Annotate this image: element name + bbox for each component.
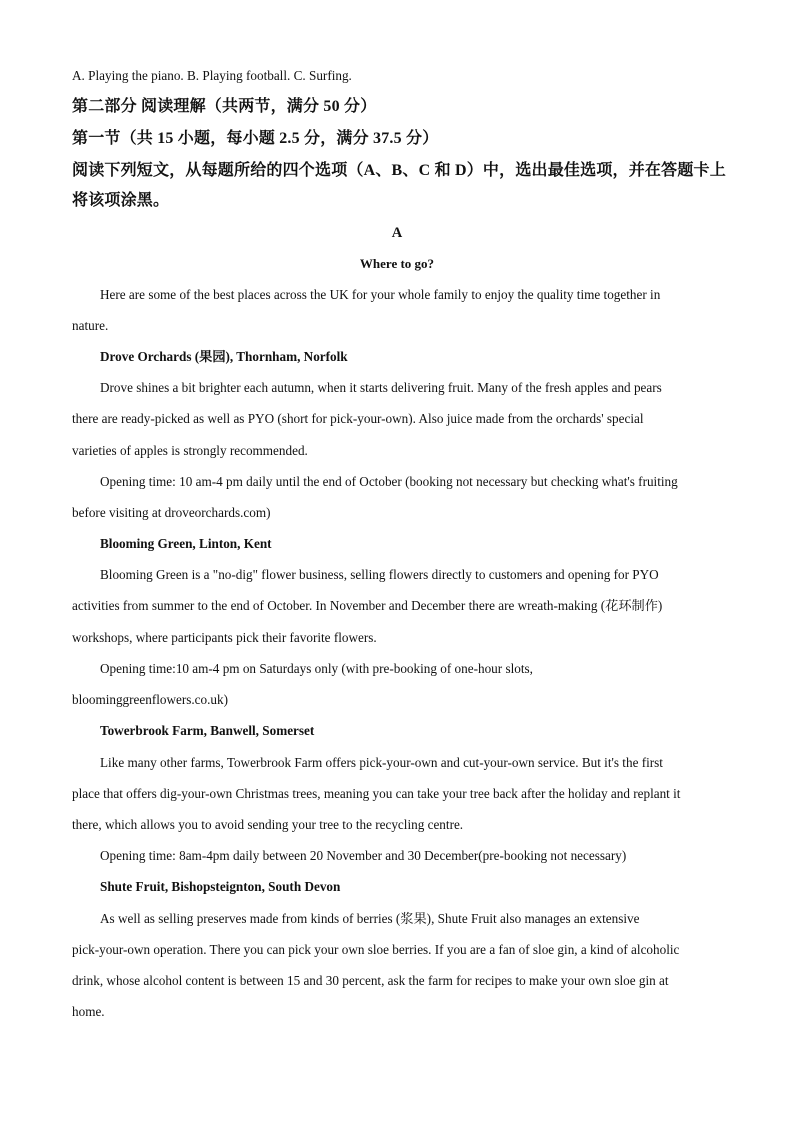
intro-line-1: Here are some of the best places across the UK for your whole family to enjoy the quality time together in [100,287,661,302]
place-heading-blooming-green: Blooming Green, Linton, Kent [100,536,272,551]
instruction-line-1: 阅读下列短文，从每题所给的四个选项（A、B、C 和 D）中，选出最佳选项，并在答题卡上 [72,162,726,179]
place-desc-line: home. [72,1004,105,1019]
place-desc-line: As well as selling preserves made from kinds of berries (浆果), Shute Fruit also manages an extensive [100,911,640,926]
instruction-line-2: 将该项涂黑。 [72,192,170,209]
opening-time-line: Opening time: 8am-4pm daily between 20 November and 30 December(pre-booking not necessary) [100,848,627,863]
place-desc-line: there, which allows you to avoid sending your tree to the recycling centre. [72,817,464,832]
place-desc-line: varieties of apples is strongly recommended. [72,443,308,458]
intro-line-2: nature. [72,318,109,333]
place-desc-line: place that offers dig-your-own Christmas trees, meaning you can take your tree back after the holiday and replant it [72,786,681,801]
section-title: 第二部分 阅读理解（共两节，满分 50 分） [72,98,377,115]
place-desc-line: workshops, where participants pick their favorite flowers. [72,630,377,645]
place-heading-drove-orchards: Drove Orchards (果园), Thornham, Norfolk [100,349,348,364]
place-desc-line: Like many other farms, Towerbrook Farm offers pick-your-own and cut-your-own service. But it's the first [100,755,663,770]
opening-time-line: bloominggreenflowers.co.uk) [72,692,229,707]
opening-time-line: Opening time:10 am-4 pm on Saturdays only (with pre-booking of one-hour slots, [100,661,533,676]
previous-question-options: A. Playing the piano. B. Playing football. C. Surfing. [72,68,352,83]
place-desc-line: Blooming Green is a "no-dig" flower business, selling flowers directly to customers and opening for PYO [100,567,659,582]
place-desc-line: Drove shines a bit brighter each autumn, when it starts delivering fruit. Many of the fresh apples and pears [100,380,662,395]
place-desc-line: drink, whose alcohol content is between 15 and 30 percent, ask the farm for recipes to make your own sloe gin at [72,973,669,988]
place-desc-line: pick-your-own operation. There you can pick your own sloe berries. If you are a fan of sloe gin, a kind of alcoholic [72,942,680,957]
place-heading-towerbrook-farm: Towerbrook Farm, Banwell, Somerset [100,723,315,738]
passage-label: A [391,225,403,241]
subsection-title: 第一节（共 15 小题，每小题 2.5 分，满分 37.5 分） [72,130,439,147]
place-heading-shute-fruit: Shute Fruit, Bishopsteignton, South Devon [100,879,341,894]
place-desc-line: activities from summer to the end of October. In November and December there are wreath-making (花环制作) [72,598,663,613]
passage-title: Where to go? [359,256,435,271]
place-desc-line: there are ready-picked as well as PYO (short for pick-your-own). Also juice made from the orchards' special [72,411,644,426]
opening-time-line: Opening time: 10 am-4 pm daily until the end of October (booking not necessary but checking what's fruiting [100,474,678,489]
opening-time-line: before visiting at droveorchards.com) [72,505,271,520]
